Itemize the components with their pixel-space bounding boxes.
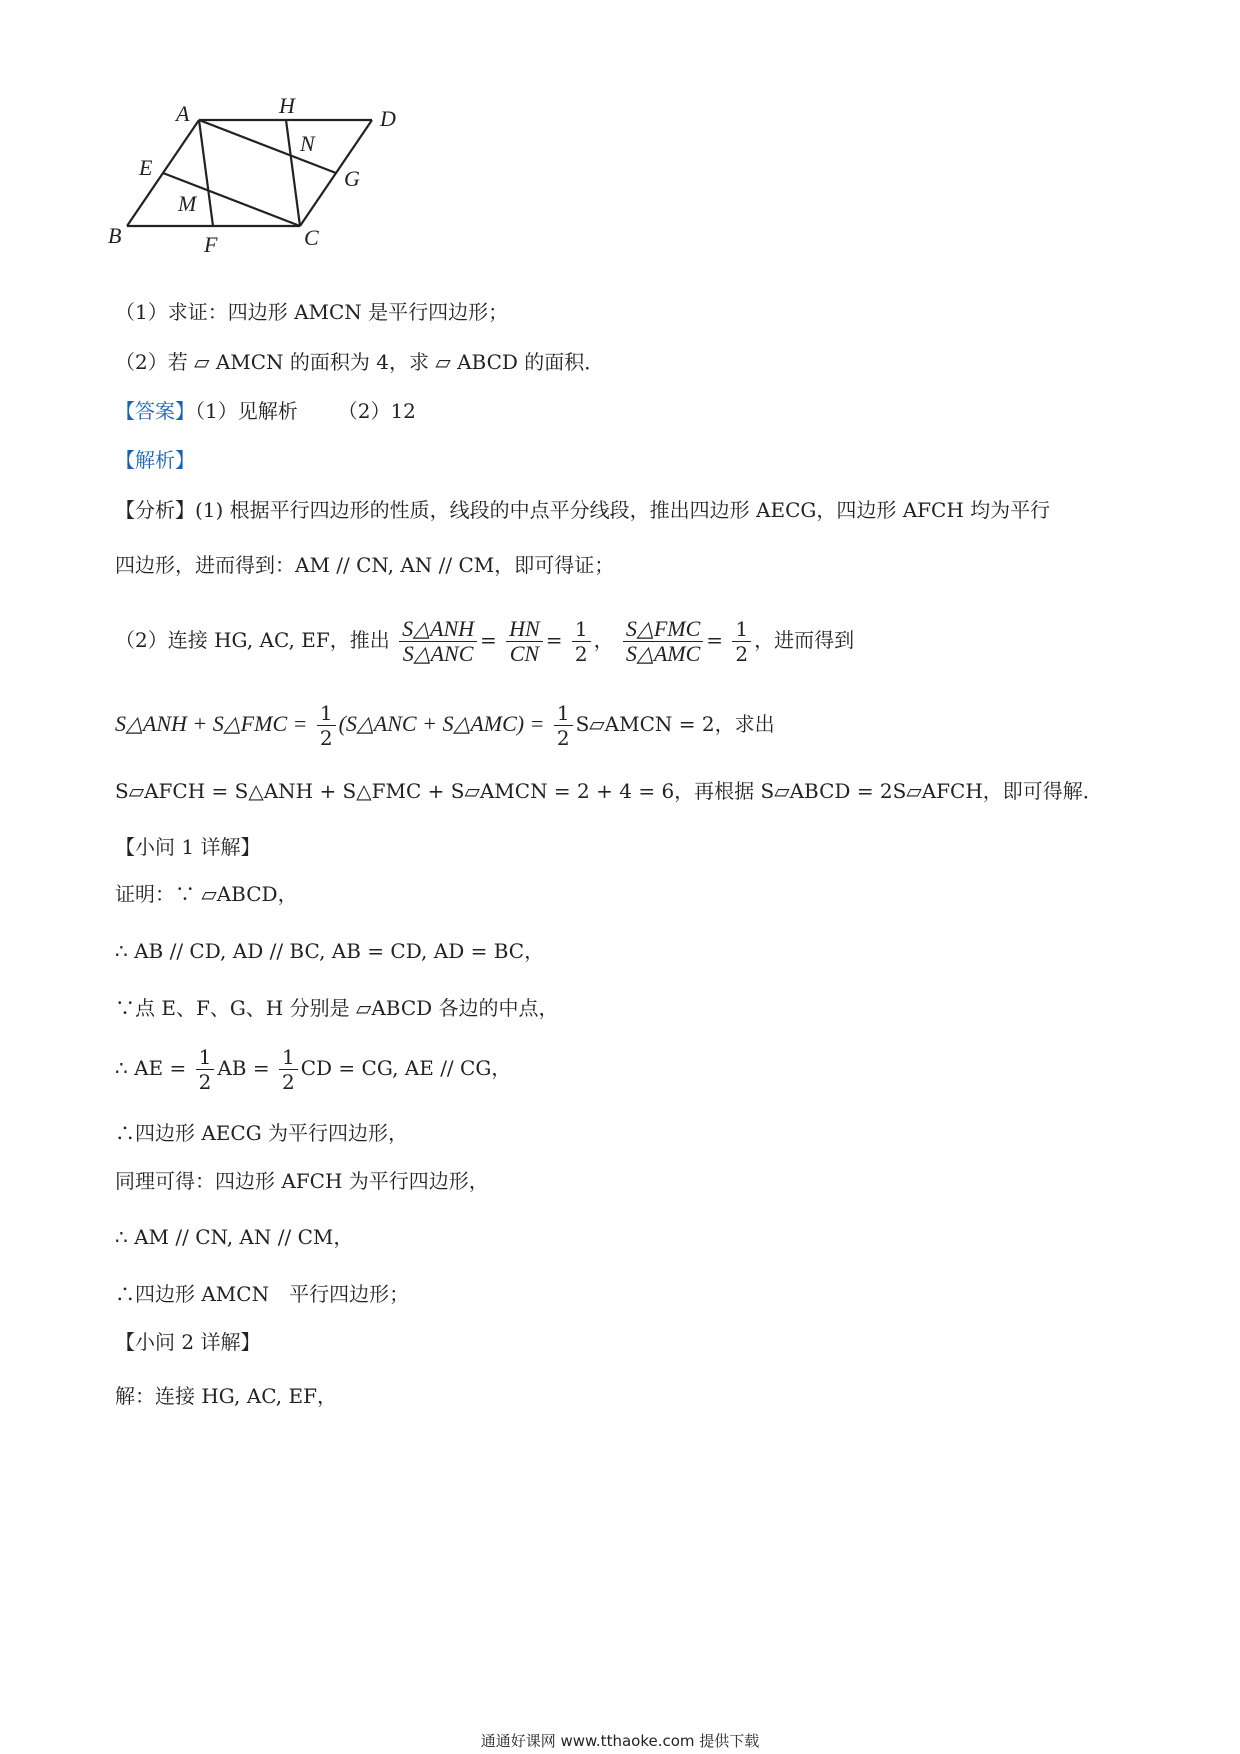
detail1-step-4 (115, 1040, 511, 1096)
detail1-step-5: ∴四边形 AECG 为平行四边形， (115, 1121, 409, 1145)
fraction-denominator: 2 (735, 642, 749, 666)
analysis-label: 【解析】 (115, 448, 195, 472)
fraction-denominator: 2 (574, 642, 588, 666)
fraction-hn-cn (506, 617, 543, 666)
detail1-step-2: ∴ AB // CD, AD // BC, AB = CD, AD = BC， (115, 939, 545, 963)
fenxi-line-3: （2）连接 HG, AC, EF，推出 $\frac{\text{S△ANH}}{\text{S△ANC}}$ = $\frac{HN}{CN}$ = $\frac{1}{2}$ ， $\frac{\text{S△FMC}}{\text{S△AMC}}$ = $\frac{1}{2}$ ，进而得到 (115, 616, 855, 666)
fenxi-line-3-post: ，进而得到 (754, 628, 855, 652)
label-M: M (178, 191, 197, 216)
segment-AG (199, 120, 336, 173)
detail1-title: 【小问 1 详解】 (115, 835, 261, 859)
detail1-step-7: ∴ AM // CN, AN // CM， (115, 1225, 354, 1249)
fraction-denominator: 2 (319, 726, 333, 750)
fraction-denominator: S△ANC (402, 641, 474, 666)
label-E: E (139, 155, 153, 180)
label-G: G (344, 166, 360, 191)
fraction-denominator: S△AMC (625, 641, 701, 666)
detail1-step-4-b: AB = (217, 1056, 270, 1080)
answer-text-1: （1）见解析 (195, 399, 298, 423)
detail1-step-3: ∵点 E、F、G、H 分别是 ▱ABCD 各边的中点， (115, 996, 559, 1020)
parallelogram-figure (105, 96, 525, 266)
answer-label: 【答案】 (115, 399, 195, 423)
fraction-denominator: 2 (198, 1070, 212, 1094)
question-1: （1）求证：四边形 AMCN 是平行四边形； (115, 300, 509, 324)
detail1-step-4-c: CD = CG, AE // CG， (300, 1056, 512, 1080)
fraction-denominator: 2 (556, 726, 570, 750)
fraction-numerator: 1 (732, 617, 751, 642)
answer-text-2: （2）12 (337, 399, 416, 423)
detail1-step-1: 证明：∵ ▱ABCD， (115, 882, 298, 906)
fenxi-line-2: 四边形，进而得到：AM // CN, AN // CM，即可得证； (115, 553, 615, 577)
fraction-numerator: 1 (279, 1045, 298, 1070)
segment-AF (199, 120, 213, 226)
fraction-anh-anc (399, 617, 477, 666)
fraction-denominator: CN (509, 641, 540, 666)
fraction-numerator: S△ANH (399, 617, 477, 642)
fraction-numerator: 1 (317, 701, 336, 726)
label-A: A (176, 101, 190, 126)
label-H: H (279, 96, 295, 118)
fenxi-line-4-a: S△ANH + S△FMC = (115, 711, 308, 736)
fraction-fmc-amc (623, 617, 703, 666)
fraction-denominator: 2 (281, 1070, 295, 1094)
detail1-step-4-a: ∴ AE = (115, 1056, 187, 1080)
answer-line (115, 397, 416, 425)
fenxi-line-1: 【分析】(1) 根据平行四边形的性质，线段的中点平分线段，推出四边形 AECG，四边形 AFCH 均为平行 (115, 498, 1051, 522)
fraction-numerator: S△FMC (623, 617, 703, 642)
segment-HC (286, 120, 300, 226)
label-F: F (204, 232, 218, 257)
fraction-half (317, 701, 336, 750)
fraction-half (196, 1045, 215, 1094)
fenxi-line-5: S▱AFCH = S△ANH + S△FMC + S▱AMCN = 2 + 4 = 6，再根据 S▱ABCD = 2S▱AFCH，即可得解． (115, 779, 1103, 803)
fraction-half (554, 701, 573, 750)
detail2-title: 【小问 2 详解】 (115, 1330, 261, 1354)
fraction-numerator: HN (506, 617, 543, 642)
fraction-half (572, 617, 591, 666)
label-D: D (380, 106, 396, 131)
fraction-numerator: 1 (554, 701, 573, 726)
fraction-numerator: 1 (572, 617, 591, 642)
fenxi-line-4-b: (S△ANC + S△AMC) = (338, 711, 545, 736)
label-C: C (304, 225, 319, 250)
footer-download-note: 通通好课网 www.tthaoke.com 提供下载 (480, 1732, 760, 1750)
fenxi-line-4-c: S▱AMCN = 2，求出 (575, 712, 775, 736)
fraction-half (732, 617, 751, 666)
label-B: B (108, 223, 122, 248)
fenxi-line-3-pre: （2）连接 HG, AC, EF，推出 (115, 628, 390, 652)
fraction-half (279, 1045, 298, 1094)
fraction-numerator: 1 (196, 1045, 215, 1070)
detail1-step-6: 同理可得：四边形 AFCH 为平行四边形， (115, 1169, 489, 1193)
label-N: N (300, 131, 315, 156)
detail1-step-8: ∴四边形 AMCN 平行四边形； (115, 1282, 410, 1306)
fenxi-line-4 (115, 696, 775, 752)
question-2: （2）若 ▱ AMCN 的面积为 4，求 ▱ ABCD 的面积． (115, 350, 605, 374)
detail2-step-1: 解：连接 HG, AC, EF， (115, 1384, 338, 1408)
